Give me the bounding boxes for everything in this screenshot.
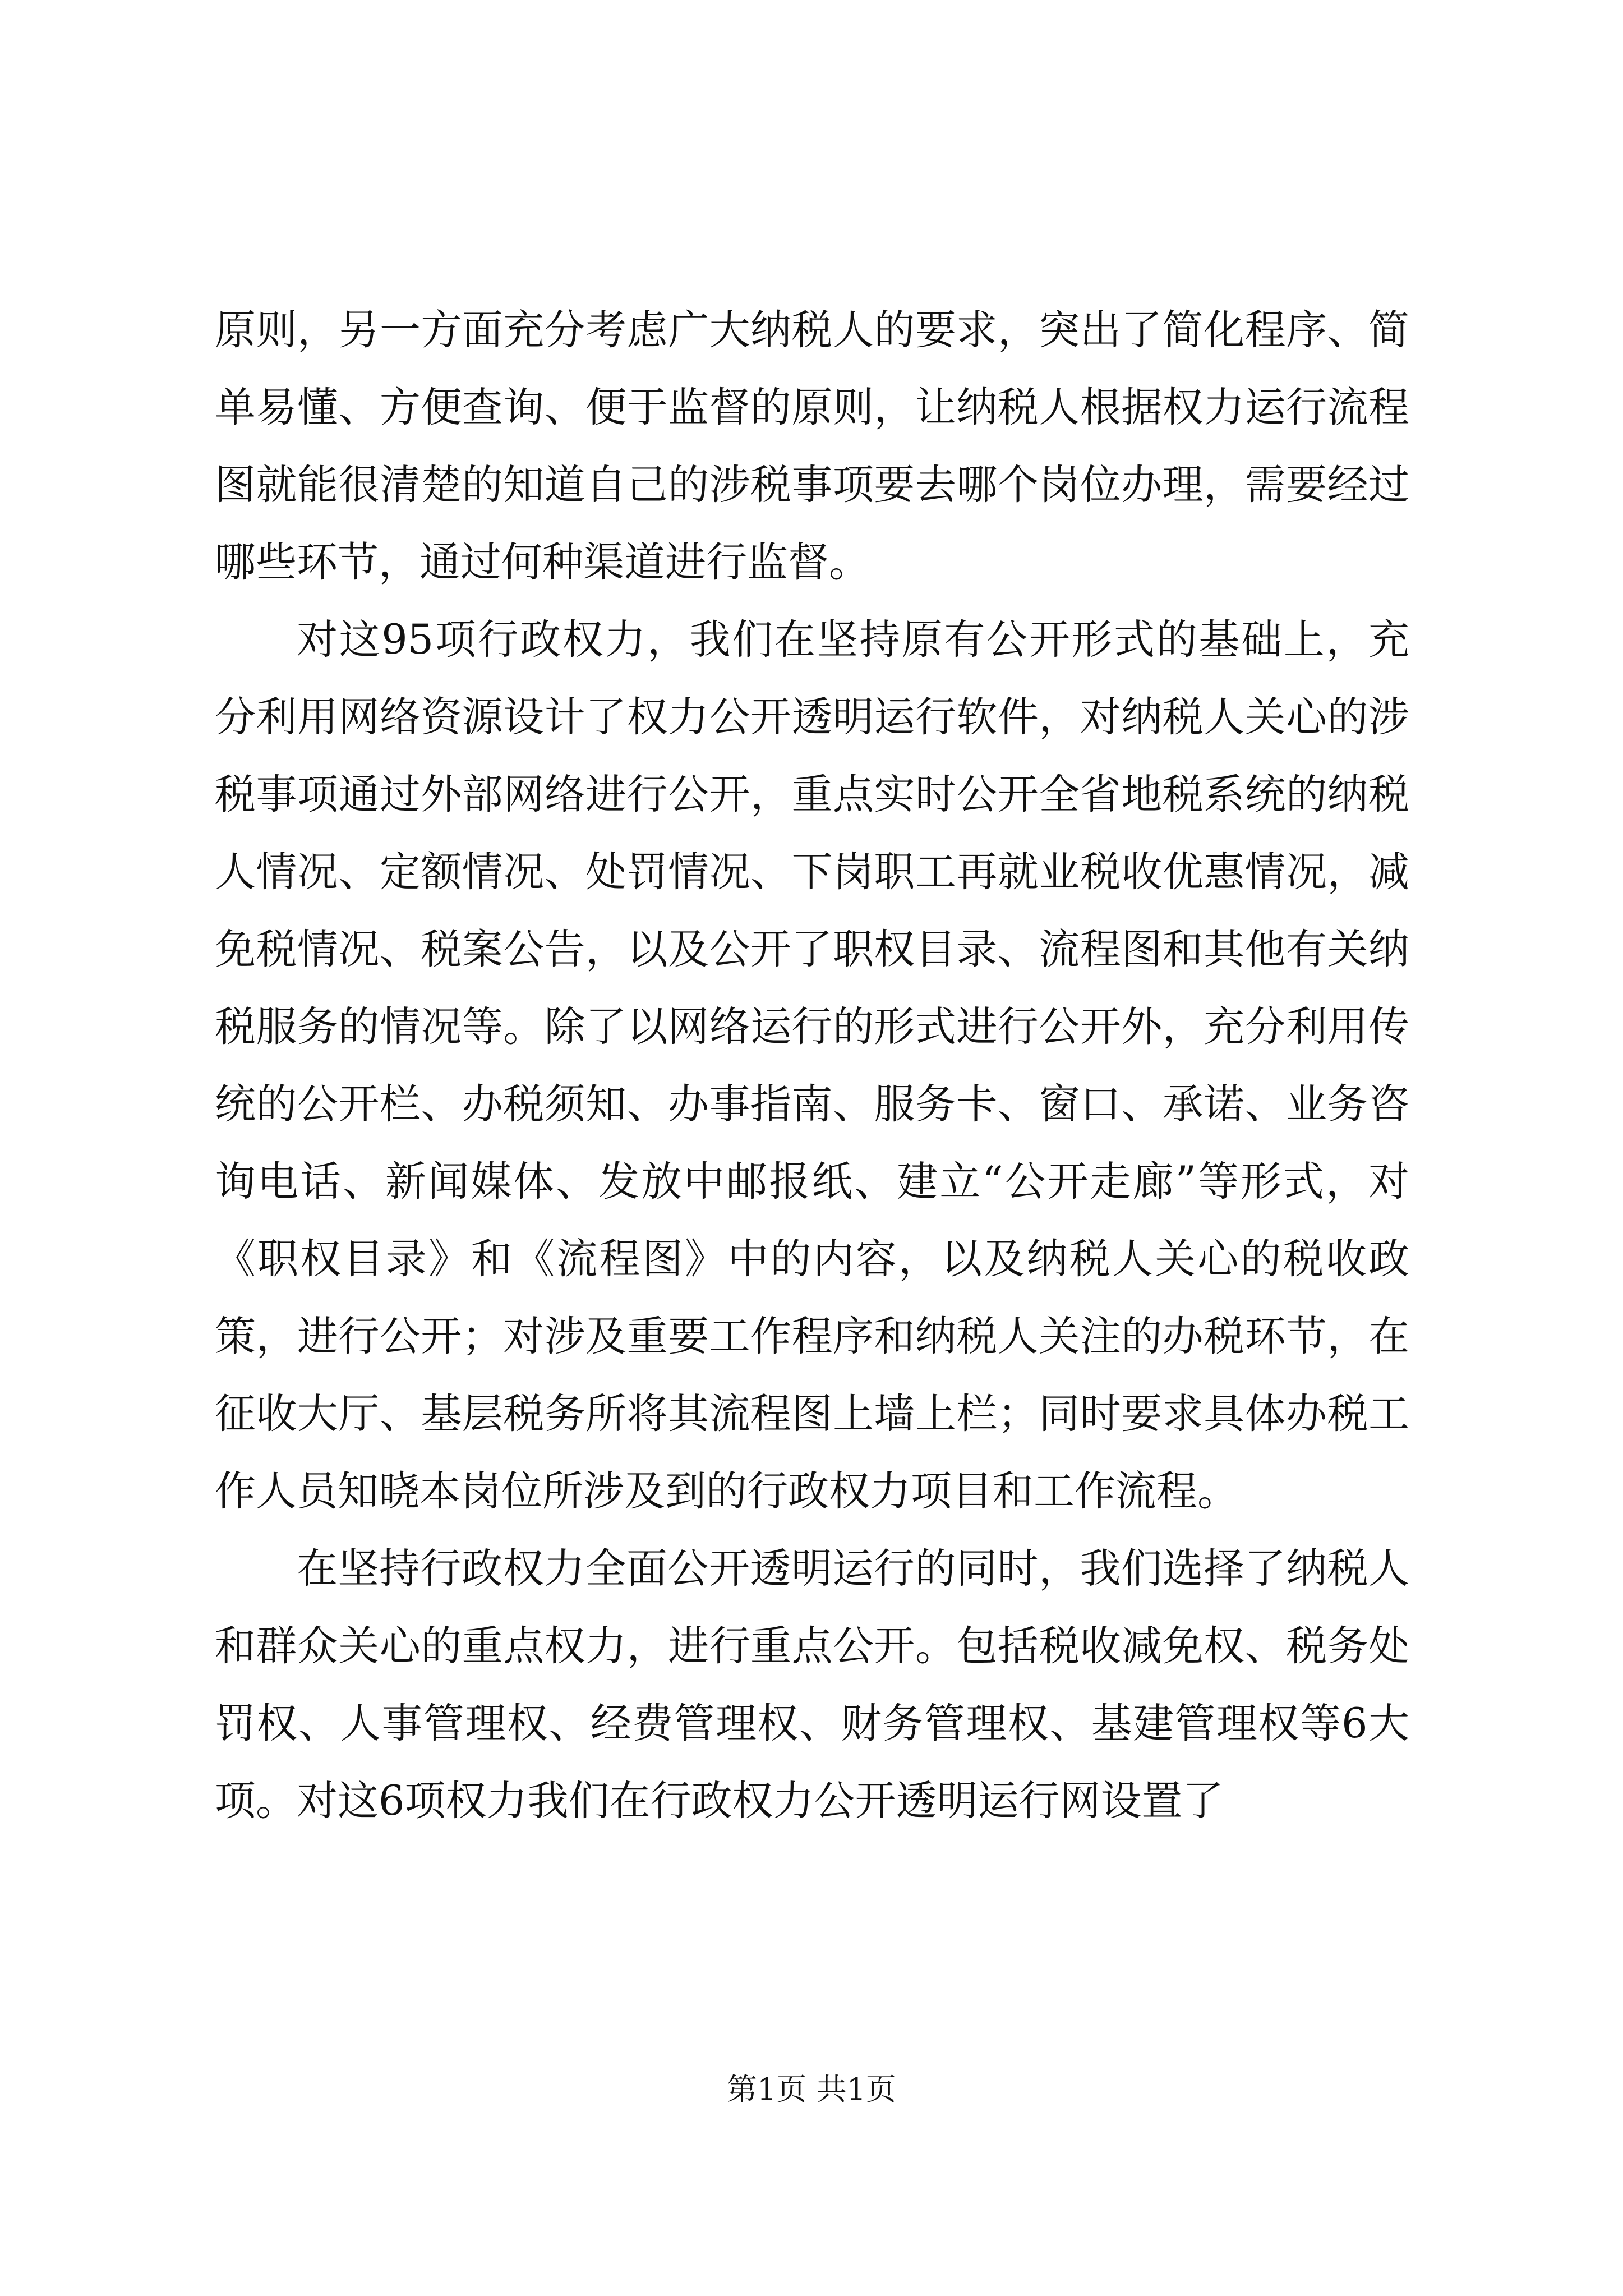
page-footer: 第1页 共1页 [727,2072,896,2107]
paragraph-3: 在坚持行政权力全面公开透明运行的同时，我们选择了纳税人和群众关心的重点权力，进行重点公开。包括税收减免权、税务处罚权、人事管理权、经费管理权、财务管理权、基建管理权等6大项。对这6项权力我们在行政权力公开透明运行网设置了 [215,1545,1409,1825]
paragraph-1: 原则，另一方面充分考虑广大纳税人的要求，突出了简化程序、简单易懂、方便查询、便于监督的原则，让纳税人根据权力运行流程图就能很清楚的知道自己的涉税事项要去哪个岗位办理，需要经过哪些环节，通过何种渠道进行监督。 [215,306,1409,586]
paragraph-2: 对这95项行政权力，我们在坚持原有公开形式的基础上，充分利用网络资源设计了权力公开透明运行软件，对纳税人关心的涉税事项通过外部网络进行公开，重点实时公开全省地税系统的纳税人情况、定额情况、处罚情况、下岗职工再就业税收优惠情况，减免税情况、税案公告，以及公开了职权目录、流程图和其他有关纳税服务的情况等。除了以网络运行的形式进行公开外，充分利用传统的公开栏、办税须知、办事指南、服务卡、窗口、承诺、业务咨询电话、新闻媒体、发放中邮报纸、建立“公开走廊”等形式，对《职权目录》和《流程图》中的内容，以及纳税人关心的税收政策，进行公开；对涉及重要工作程序和纳税人关注的办税环节，在征收大厅、基层税务所将其流程图上墙上栏；同时要求具体办税工作人员知晓本岗位所涉及到的行政权力项目和工作流程。 [215,616,1409,1515]
document-body [215,292,1409,1840]
